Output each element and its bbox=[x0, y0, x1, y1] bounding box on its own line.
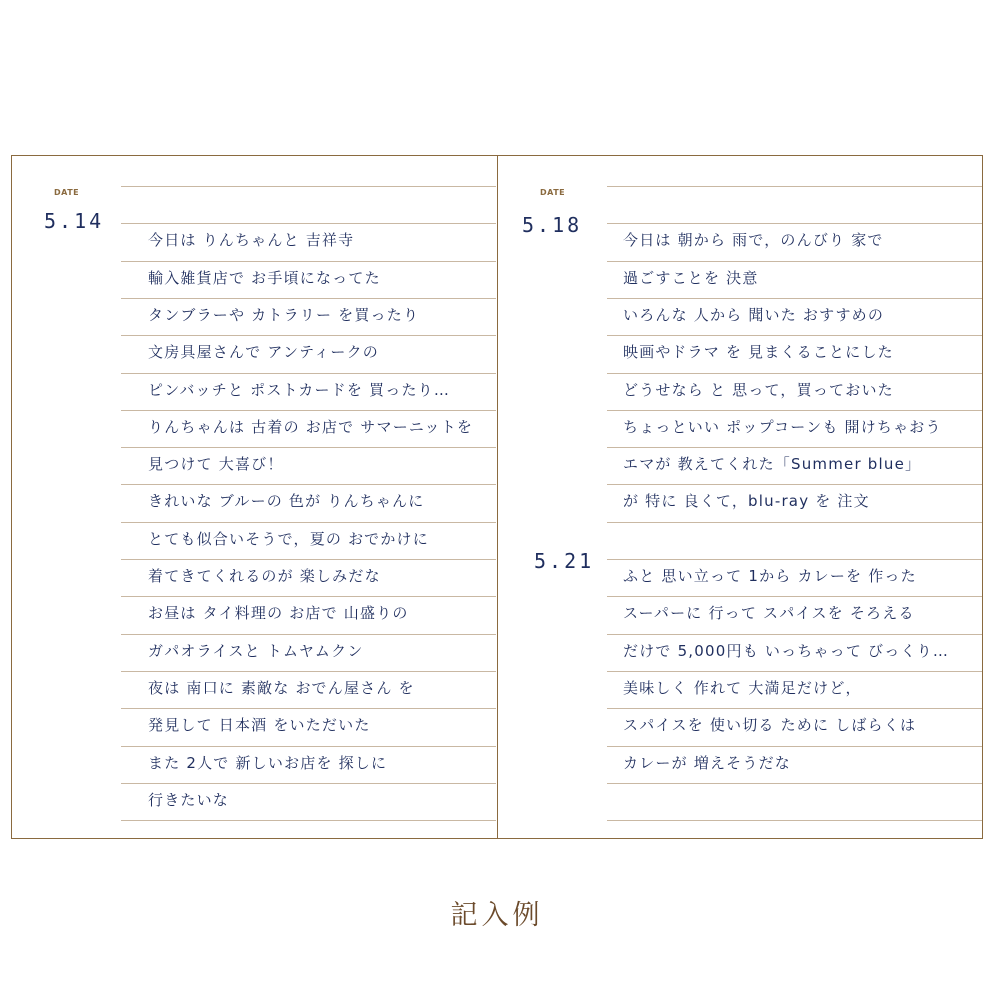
ruled-line bbox=[121, 746, 496, 747]
ruled-line bbox=[607, 335, 982, 336]
ruled-line bbox=[121, 820, 496, 821]
ruled-line bbox=[607, 298, 982, 299]
ruled-line bbox=[607, 559, 982, 560]
ruled-line bbox=[121, 373, 496, 374]
ruled-line bbox=[607, 634, 982, 635]
ruled-line bbox=[121, 410, 496, 411]
handwritten-line: 美味しく 作れて 大満足だけど， bbox=[623, 678, 862, 697]
ruled-line bbox=[121, 447, 496, 448]
entry-date: 5.21 bbox=[534, 549, 595, 573]
ruled-line bbox=[121, 484, 496, 485]
ruled-line bbox=[121, 596, 496, 597]
ruled-line bbox=[121, 298, 496, 299]
ruled-line bbox=[121, 783, 496, 784]
left-page bbox=[12, 156, 497, 838]
handwritten-line: ちょっといい ポップコーンも 開けちゃおう bbox=[623, 417, 942, 436]
handwritten-line: ピンバッチと ポストカードを 買ったり… bbox=[148, 380, 451, 399]
handwritten-line: ガパオライスと トムヤムクン bbox=[148, 641, 364, 660]
handwritten-line: りんちゃんは 古着の お店で サマーニットを bbox=[148, 417, 474, 436]
ruled-line bbox=[607, 783, 982, 784]
ruled-line bbox=[121, 671, 496, 672]
handwritten-line: だけで 5,000円も いっちゃって びっくり… bbox=[623, 641, 950, 660]
handwritten-line: 輸入雑貨店で お手頃になってた bbox=[148, 268, 381, 287]
ruled-line bbox=[607, 708, 982, 709]
entry-date: 5.14 bbox=[44, 209, 105, 233]
ruled-line bbox=[121, 335, 496, 336]
handwritten-line: また 2人で 新しいお店を 探しに bbox=[148, 753, 388, 772]
date-label: DATE bbox=[54, 188, 80, 197]
ruled-line bbox=[121, 186, 496, 187]
handwritten-line: 発見して 日本酒 をいただいた bbox=[148, 716, 371, 735]
ruled-line bbox=[607, 261, 982, 262]
ruled-line bbox=[607, 522, 982, 523]
right-page bbox=[498, 156, 982, 838]
ruled-line bbox=[121, 559, 496, 560]
ruled-line bbox=[607, 447, 982, 448]
handwritten-line: タンブラーや カトラリー を買ったり bbox=[148, 305, 420, 324]
handwritten-line: 文房具屋さんで アンティークの bbox=[148, 343, 379, 362]
handwritten-line: スーパーに 行って スパイスを そろえる bbox=[623, 604, 915, 623]
ruled-line bbox=[607, 373, 982, 374]
ruled-line bbox=[121, 522, 496, 523]
notebook-spread bbox=[11, 155, 983, 839]
handwritten-line: いろんな 人から 聞いた おすすめの bbox=[623, 305, 885, 324]
ruled-line bbox=[607, 746, 982, 747]
ruled-line bbox=[607, 484, 982, 485]
handwritten-line: が 特に 良くて，blu-ray を 注文 bbox=[623, 492, 870, 511]
handwritten-line: ふと 思い立って 1から カレーを 作った bbox=[623, 567, 917, 585]
handwritten-line: カレーが 増えそうだな bbox=[623, 753, 791, 772]
handwritten-line: エマが 教えてくれた「Summer blue」 bbox=[623, 455, 922, 474]
ruled-line bbox=[121, 708, 496, 709]
handwritten-line: 夜は 南口に 素敵な おでん屋さん を bbox=[148, 678, 415, 697]
ruled-line bbox=[607, 596, 982, 597]
handwritten-line: 行きたいな bbox=[148, 790, 230, 809]
handwritten-line: 今日は 朝から 雨で，のんびり 家で bbox=[623, 231, 884, 250]
handwritten-line: どうせなら と 思って，買っておいた bbox=[623, 380, 894, 399]
handwritten-line: きれいな ブルーの 色が りんちゃんに bbox=[148, 492, 425, 511]
caption: 記入例 bbox=[450, 900, 544, 931]
ruled-line bbox=[121, 261, 496, 262]
ruled-line bbox=[121, 223, 496, 224]
date-label: DATE bbox=[540, 188, 566, 197]
handwritten-line: 着てきてくれるのが 楽しみだな bbox=[148, 567, 381, 585]
ruled-line bbox=[607, 820, 982, 821]
ruled-line bbox=[607, 186, 982, 187]
handwritten-line: 映画やドラマ を 見まくることにした bbox=[623, 343, 894, 362]
handwritten-line: スパイスを 使い切る ために しばらくは bbox=[623, 716, 917, 735]
handwritten-line: 今日は りんちゃんと 吉祥寺 bbox=[148, 231, 355, 250]
handwritten-line: 見つけて 大喜び！ bbox=[148, 455, 284, 474]
handwritten-line: 過ごすことを 決意 bbox=[623, 268, 759, 287]
ruled-line bbox=[121, 634, 496, 635]
ruled-line bbox=[607, 410, 982, 411]
handwritten-line: とても似合いそうで，夏の おでかけに bbox=[148, 529, 429, 548]
handwritten-line: お昼は タイ料理の お店で 山盛りの bbox=[148, 604, 409, 623]
ruled-line bbox=[607, 671, 982, 672]
ruled-line bbox=[607, 223, 982, 224]
entry-date: 5.18 bbox=[522, 213, 583, 237]
